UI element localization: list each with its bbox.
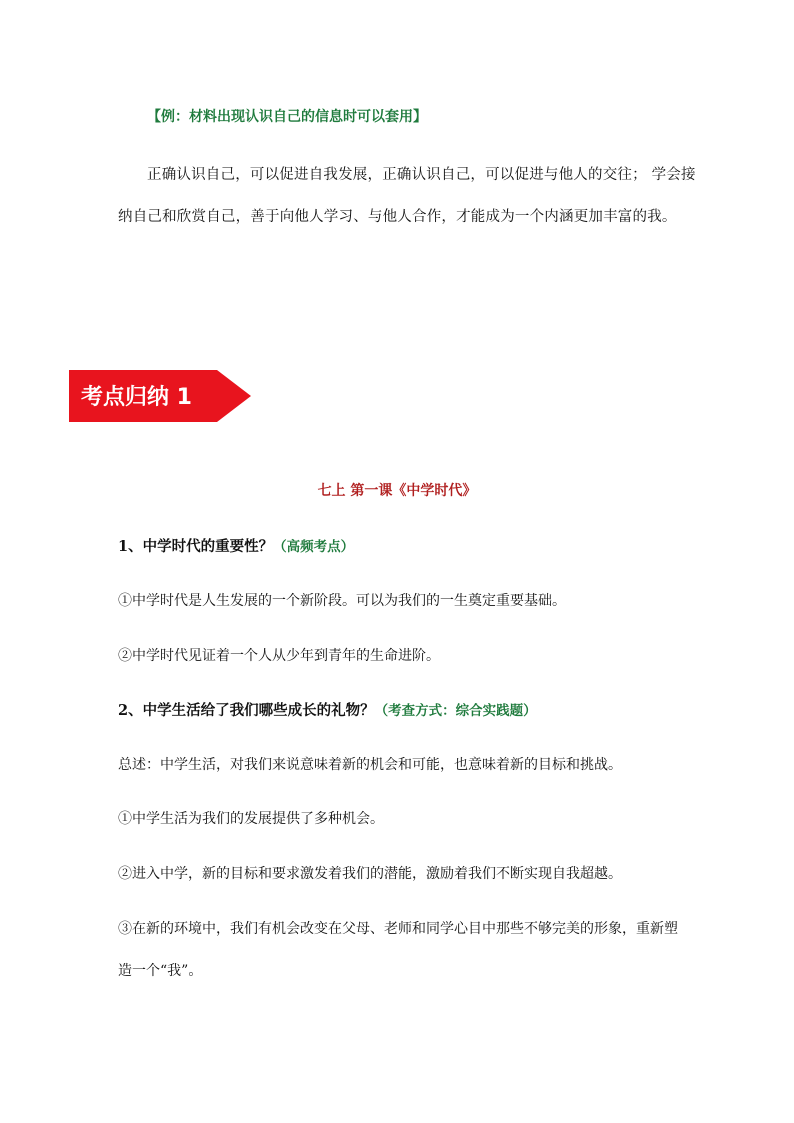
section-2-point-1: ①中学生活为我们的发展提供了多种机会。 [118, 811, 384, 827]
example-paragraph-line-2: 纳自己和欣赏自己，善于向他人学习、与他人合作，才能成为一个内涵更加丰富的我。 [118, 209, 677, 225]
example-paragraph-text-1: 正确认识自己，可以促进自我发展，正确认识自己，可以促进与他人的交往； 学会接 [147, 167, 696, 183]
section-2-point-2: ②进入中学，新的目标和要求激发着我们的潜能，激励着我们不断实现自我超越。 [118, 866, 622, 882]
key-points-banner [69, 370, 251, 422]
section-2-summary: 总述：中学生活，对我们来说意味着新的机会和可能，也意味着新的目标和挑战。 [118, 757, 622, 773]
section-2-heading [118, 699, 537, 720]
section-2-point-3-line-2: 造一个“我”。 [118, 963, 203, 979]
section-2-point-3-line-1: ③在新的环境中，我们有机会改变在父母、老师和同学心目中那些不够完美的形象，重新塑 [118, 921, 678, 937]
section-1-heading [118, 535, 354, 556]
section-1-heading-text: 1、中学时代的重要性？ [118, 538, 274, 555]
lesson-title: 七上 第一课《中学时代》 [317, 483, 477, 499]
section-1-tag: （高频考点） [273, 539, 355, 555]
section-1-point-2: ②中学时代见证着一个人从少年到青年的生命进阶。 [118, 648, 440, 664]
example-heading: 【例：材料出现认识自己的信息时可以套用】 [147, 109, 427, 125]
section-1-point-1: ①中学时代是人生发展的一个新阶段。可以为我们的一生奠定重要基础。 [118, 593, 566, 609]
section-2-tag: （考查方式：综合实践题） [374, 703, 537, 719]
example-paragraph-line-1 [118, 163, 696, 184]
banner-text: 考点归纳 1 [81, 385, 192, 410]
section-2-heading-text: 2、中学生活给了我们哪些成长的礼物？ [118, 702, 375, 719]
